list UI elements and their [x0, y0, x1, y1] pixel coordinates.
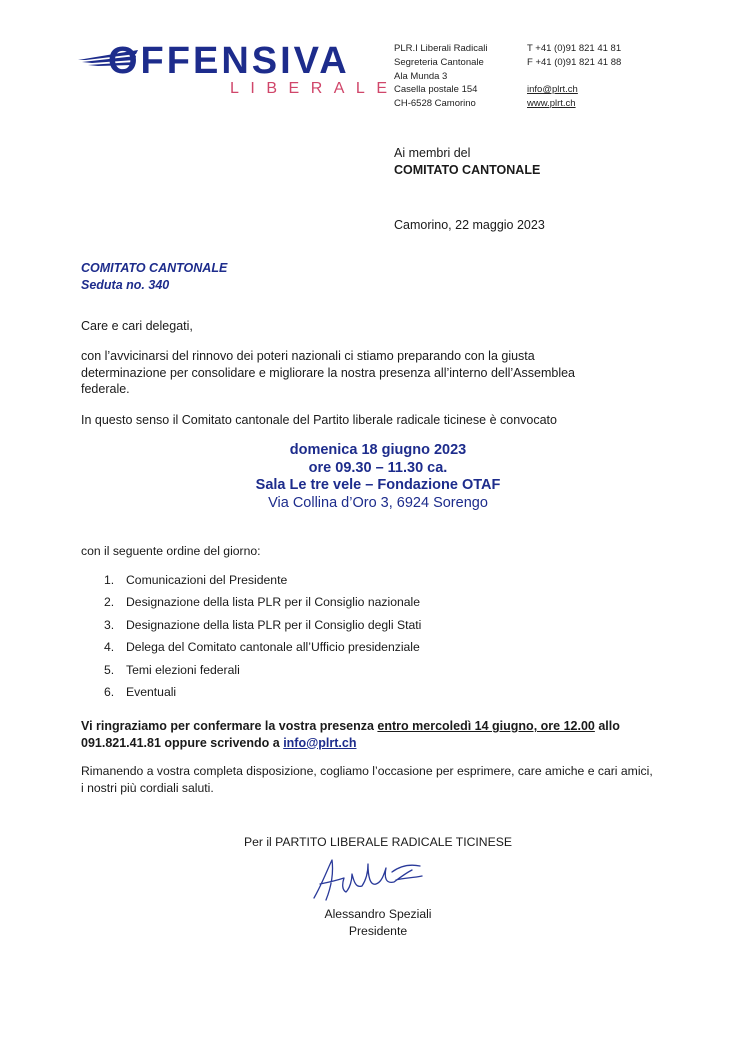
agenda-item: 5. Temi elezioni federali — [104, 662, 240, 677]
agenda-item: 6. Eventuali — [104, 684, 177, 699]
agenda-list — [104, 573, 421, 707]
offensiva-logo-mark — [78, 40, 370, 80]
subject-session: Seduta no. 340 — [81, 277, 170, 292]
subject-block — [81, 260, 227, 293]
paragraph-line: con l’avvicinarsi del rinnovo dei poteri nazionali ci stiamo preparando con la giusta — [81, 349, 535, 363]
contact-block — [527, 42, 621, 111]
recipient-committee: COMITATO CANTONALE — [394, 162, 541, 177]
handwritten-signature — [308, 854, 428, 908]
email-link[interactable]: info@plrt.ch — [527, 84, 578, 96]
intro-paragraph — [81, 348, 701, 398]
address-line: Segreteria Cantonale — [394, 56, 484, 68]
address-line: Ala Munda 3 — [394, 70, 448, 82]
confirm-text: allo — [594, 719, 620, 733]
address-block — [394, 42, 487, 111]
meeting-details — [0, 442, 750, 512]
agenda-item: 3. Designazione della lista PLR per il Consiglio degli Stati — [104, 617, 422, 632]
agenda-item: 1. Comunicazioni del Presidente — [104, 573, 288, 587]
confirmation-paragraph — [81, 718, 711, 751]
closing-line: i nostri più cordiali saluti. — [81, 780, 214, 795]
address-line: CH-6528 Camorino — [394, 98, 476, 110]
address-line: Casella postale 154 — [394, 84, 478, 96]
agenda-intro: con il seguente ordine del giorno: — [81, 544, 261, 558]
website-link[interactable]: www.plrt.ch — [527, 98, 576, 110]
signatory-role: Presidente — [348, 923, 408, 938]
closing-paragraph — [81, 763, 721, 796]
party-signoff: Per il PARTITO LIBERALE RADICALE TICINESE — [244, 835, 512, 849]
greeting: Care e cari delegati, — [81, 319, 193, 333]
agenda-item: 2. Designazione della lista PLR per il Consiglio nazionale — [104, 595, 421, 610]
meeting-time: ore 09.30 – 11.30 ca. — [308, 459, 448, 476]
meeting-address: Via Collina d’Oro 3, 6924 Sorengo — [268, 494, 488, 511]
fax-number: F +41 (0)91 821 41 88 — [527, 56, 622, 68]
agenda-item: 4. Delega del Comitato cantonale all’Ufficio presidenziale — [104, 640, 420, 655]
logo-main-text: OFFENSIVA — [108, 40, 350, 80]
paragraph-line: determinazione per consolidare e migliorare la nostra presenza all’interno dell’Assemblea — [81, 365, 576, 380]
confirm-email-link[interactable]: info@plrt.ch — [283, 735, 357, 750]
logo-sub-text: LIBERALE — [230, 80, 399, 97]
confirm-text: Vi ringraziamo per confermare la vostra presenza — [81, 719, 378, 733]
signatory-block — [0, 906, 750, 939]
paragraph-line: federale. — [81, 382, 130, 396]
meeting-venue: Sala Le tre vele – Fondazione OTAF — [255, 477, 501, 493]
recipient-block — [394, 145, 540, 178]
letter-date: Camorino, 22 maggio 2023 — [394, 218, 545, 232]
confirm-phone: 091.821.41.81 oppure scrivendo a — [81, 735, 284, 750]
party-logo — [78, 40, 399, 100]
meeting-date: domenica 18 giugno 2023 — [289, 442, 467, 458]
closing-line: Rimanendo a vostra completa disposizione, cogliamo l’occasione per esprimere, care amiche e cari amici, — [81, 764, 653, 778]
recipient-line: Ai membri del — [394, 146, 471, 160]
signatory-name: Alessandro Speziali — [324, 907, 432, 921]
confirm-deadline: entro mercoledì 14 giugno, ore 12.00 — [377, 719, 595, 733]
address-line: PLR.I Liberali Radicali — [394, 43, 488, 54]
phone-number: T +41 (0)91 821 41 81 — [527, 43, 622, 54]
subject-title: COMITATO CANTONALE — [81, 261, 228, 275]
convocation-paragraph: In questo senso il Comitato cantonale del Partito liberale radicale ticinese è convocato — [81, 413, 557, 427]
